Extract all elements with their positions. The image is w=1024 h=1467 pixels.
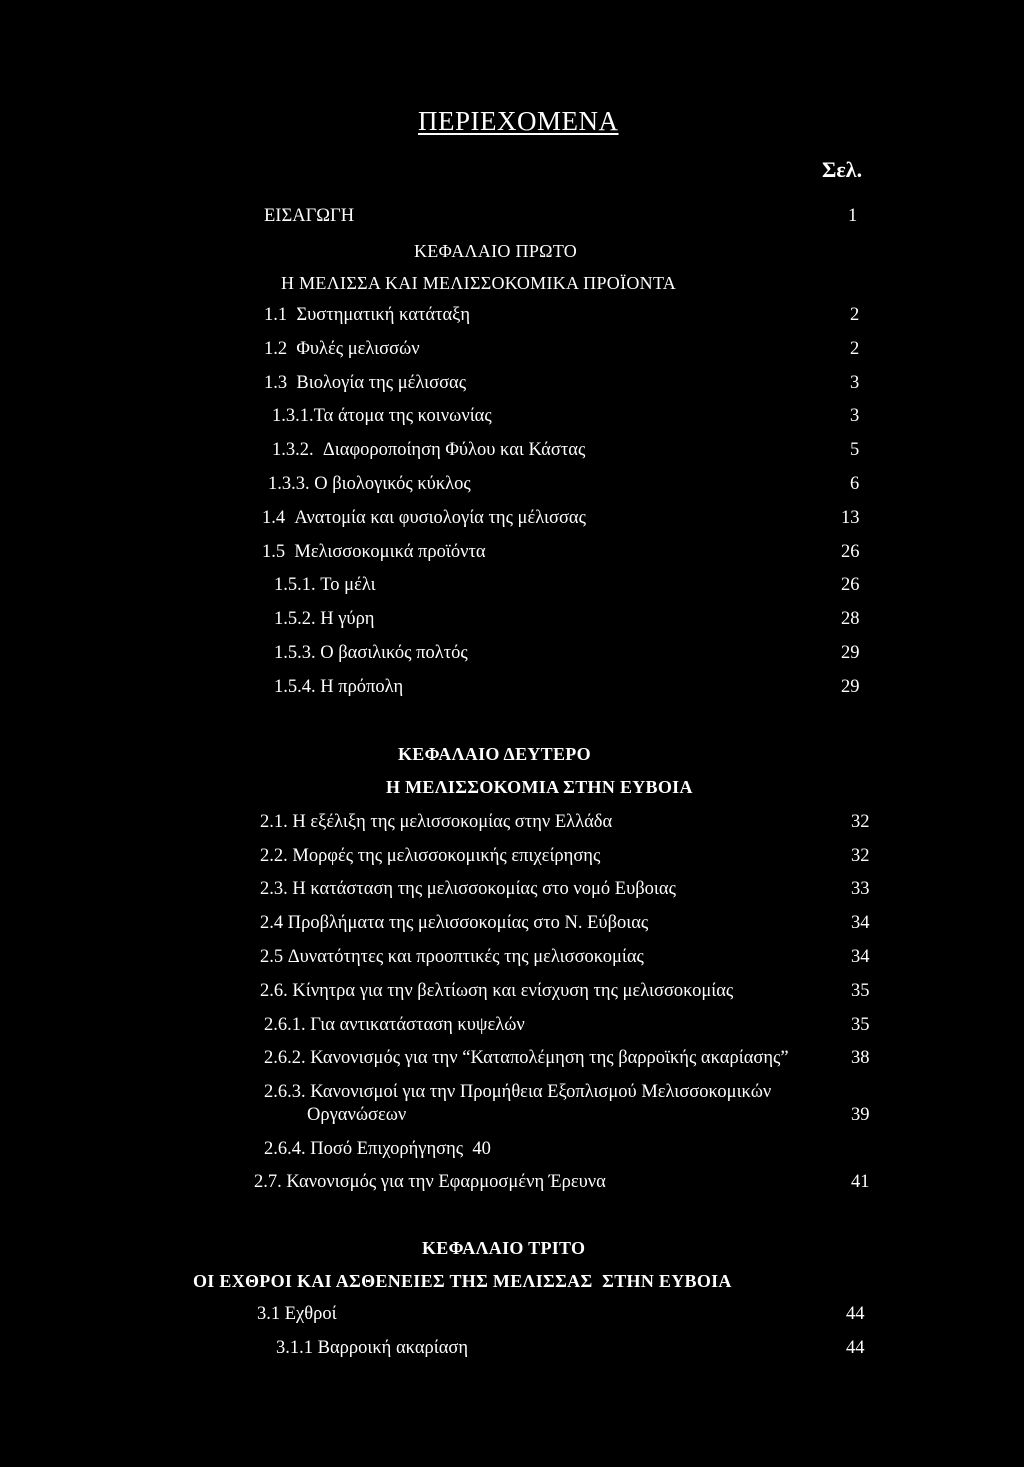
toc-entry-continuation: Οργανώσεων (307, 1105, 407, 1125)
toc-entry-page: 3 (850, 406, 860, 426)
toc-entry-page: 5 (850, 440, 860, 460)
toc-entry: 2.7. Κανονισμός για την Εφαρμοσμένη Έρευνα (254, 1172, 606, 1192)
toc-entry: 1.5.2. Η γύρη (274, 609, 375, 629)
toc-entry-page: 39 (851, 1105, 870, 1125)
toc-entry-page: 26 (841, 542, 860, 562)
toc-entry-page: 33 (851, 879, 870, 899)
chapter2-heading: ΚΕΦΑΛΑΙΟ ΔΕΥΤΕΡΟ (398, 744, 591, 764)
toc-entry: 2.2. Μορφές της μελισσοκομικής επιχείρησης (260, 846, 601, 866)
chapter1-subtitle: Η ΜΕΛΙΣΣΑ ΚΑΙ ΜΕΛΙΣΣΟΚΟΜΙΚΑ ΠΡΟΪΟΝΤΑ (281, 273, 677, 293)
toc-entry: 3.1.1 Βαρροική ακαρίαση (276, 1338, 469, 1358)
toc-entry-page: 44 (846, 1304, 865, 1324)
toc-entry: 1.5 Μελισσοκομικά προϊόντα (262, 542, 486, 562)
toc-entry: 2.6.3. Κανονισμοί για την Προμήθεια Εξοπλισμού Μελισσοκομικών (264, 1082, 772, 1102)
toc-entry: 1.4 Ανατομία και φυσιολογία της μέλισσας (262, 508, 586, 528)
toc-entry: 2.1. Η εξέλιξη της μελισσοκομίας στην Ελλάδα (260, 812, 613, 832)
toc-entry-page: 2 (850, 339, 860, 359)
toc-entry-page: 3 (850, 373, 860, 393)
toc-entry-page: 41 (851, 1172, 870, 1192)
toc-entry: 1.1 Συστηματική κατάταξη (264, 305, 471, 325)
page-column-label: Σελ. (822, 157, 863, 182)
toc-entry-page: 35 (851, 981, 870, 1001)
toc-entry-page: 2 (850, 305, 860, 325)
toc-entry-page: 29 (841, 677, 860, 697)
toc-entry: 1.5.3. Ο βασιλικός πολτός (274, 643, 468, 663)
toc-entry: 1.3.1.Τα άτομα της κοινωνίας (272, 406, 492, 426)
toc-entry: 1.3 Βιολογία της μέλισσας (264, 373, 467, 393)
toc-entry-page: 34 (851, 947, 870, 967)
intro-page: 1 (848, 206, 858, 226)
chapter3-subtitle: ΟΙ ΕΧΘΡΟΙ ΚΑΙ ΑΣΘΕΝΕΙΕΣ ΤΗΣ ΜΕΛΙΣΣΑΣ ΣΤΗΝ ΕΥΒΟΙΑ (193, 1271, 732, 1291)
toc-entry: 1.3.2. Διαφοροποίηση Φύλου και Κάστας (272, 440, 586, 460)
toc-entry-page: 28 (841, 609, 860, 629)
toc-entry: 1.5.4. Η πρόπολη (274, 677, 404, 697)
chapter2-subtitle: Η ΜΕΛΙΣΣΟΚΟΜΙΑ ΣΤΗΝ ΕΥΒΟΙΑ (386, 777, 693, 797)
toc-entry-page: 32 (851, 812, 870, 832)
toc-entry: 3.1 Εχθροί (257, 1304, 337, 1324)
toc-entry: 2.4 Προβλήματα της μελισσοκομίας στο Ν. Εύβοιας (260, 913, 649, 933)
toc-entry-page: 26 (841, 575, 860, 595)
toc-entry: 1.5.1. Το μέλι (274, 575, 376, 595)
toc-entry-page: 6 (850, 474, 860, 494)
toc-entry: 2.3. Η κατάσταση της μελισσοκομίας στο νομό Ευβοιας (260, 879, 676, 899)
toc-entry: 2.6.2. Κανονισμός για την “Καταπολέμηση της βαρροϊκής ακαρίασης” (264, 1048, 789, 1068)
toc-entry: 2.6.1. Για αντικατάσταση κυψελών (264, 1015, 525, 1035)
toc-entry-page: 38 (851, 1048, 870, 1068)
toc-entry: 2.6.4. Ποσό Επιχορήγησης 40 (264, 1139, 491, 1159)
chapter1-heading: ΚΕΦΑΛΑΙΟ ΠΡΩΤΟ (414, 241, 578, 261)
toc-entry-page: 34 (851, 913, 870, 933)
toc-entry-page: 44 (846, 1338, 865, 1358)
chapter3-heading: ΚΕΦΑΛΑΙΟ ΤΡΙΤΟ (422, 1238, 586, 1258)
toc-entry-page: 32 (851, 846, 870, 866)
toc-entry: 1.3.3. Ο βιολογικός κύκλος (268, 474, 471, 494)
intro-label: ΕΙΣΑΓΩΓΗ (264, 206, 355, 226)
toc-entry: 2.6. Κίνητρα για την βελτίωση και ενίσχυση της μελισσοκομίας (260, 981, 734, 1001)
toc-entry-page: 40 (472, 1139, 491, 1159)
toc-entry: 2.5 Δυνατότητες και προοπτικές της μελισσοκομίας (260, 947, 644, 967)
toc-title: ΠΕΡΙΕΧΟΜΕΝΑ (418, 106, 619, 136)
toc-entry: 1.2 Φυλές μελισσών (264, 339, 420, 359)
toc-entry-page: 29 (841, 643, 860, 663)
toc-entry-page: 35 (851, 1015, 870, 1035)
toc-entry-page: 13 (841, 508, 860, 528)
